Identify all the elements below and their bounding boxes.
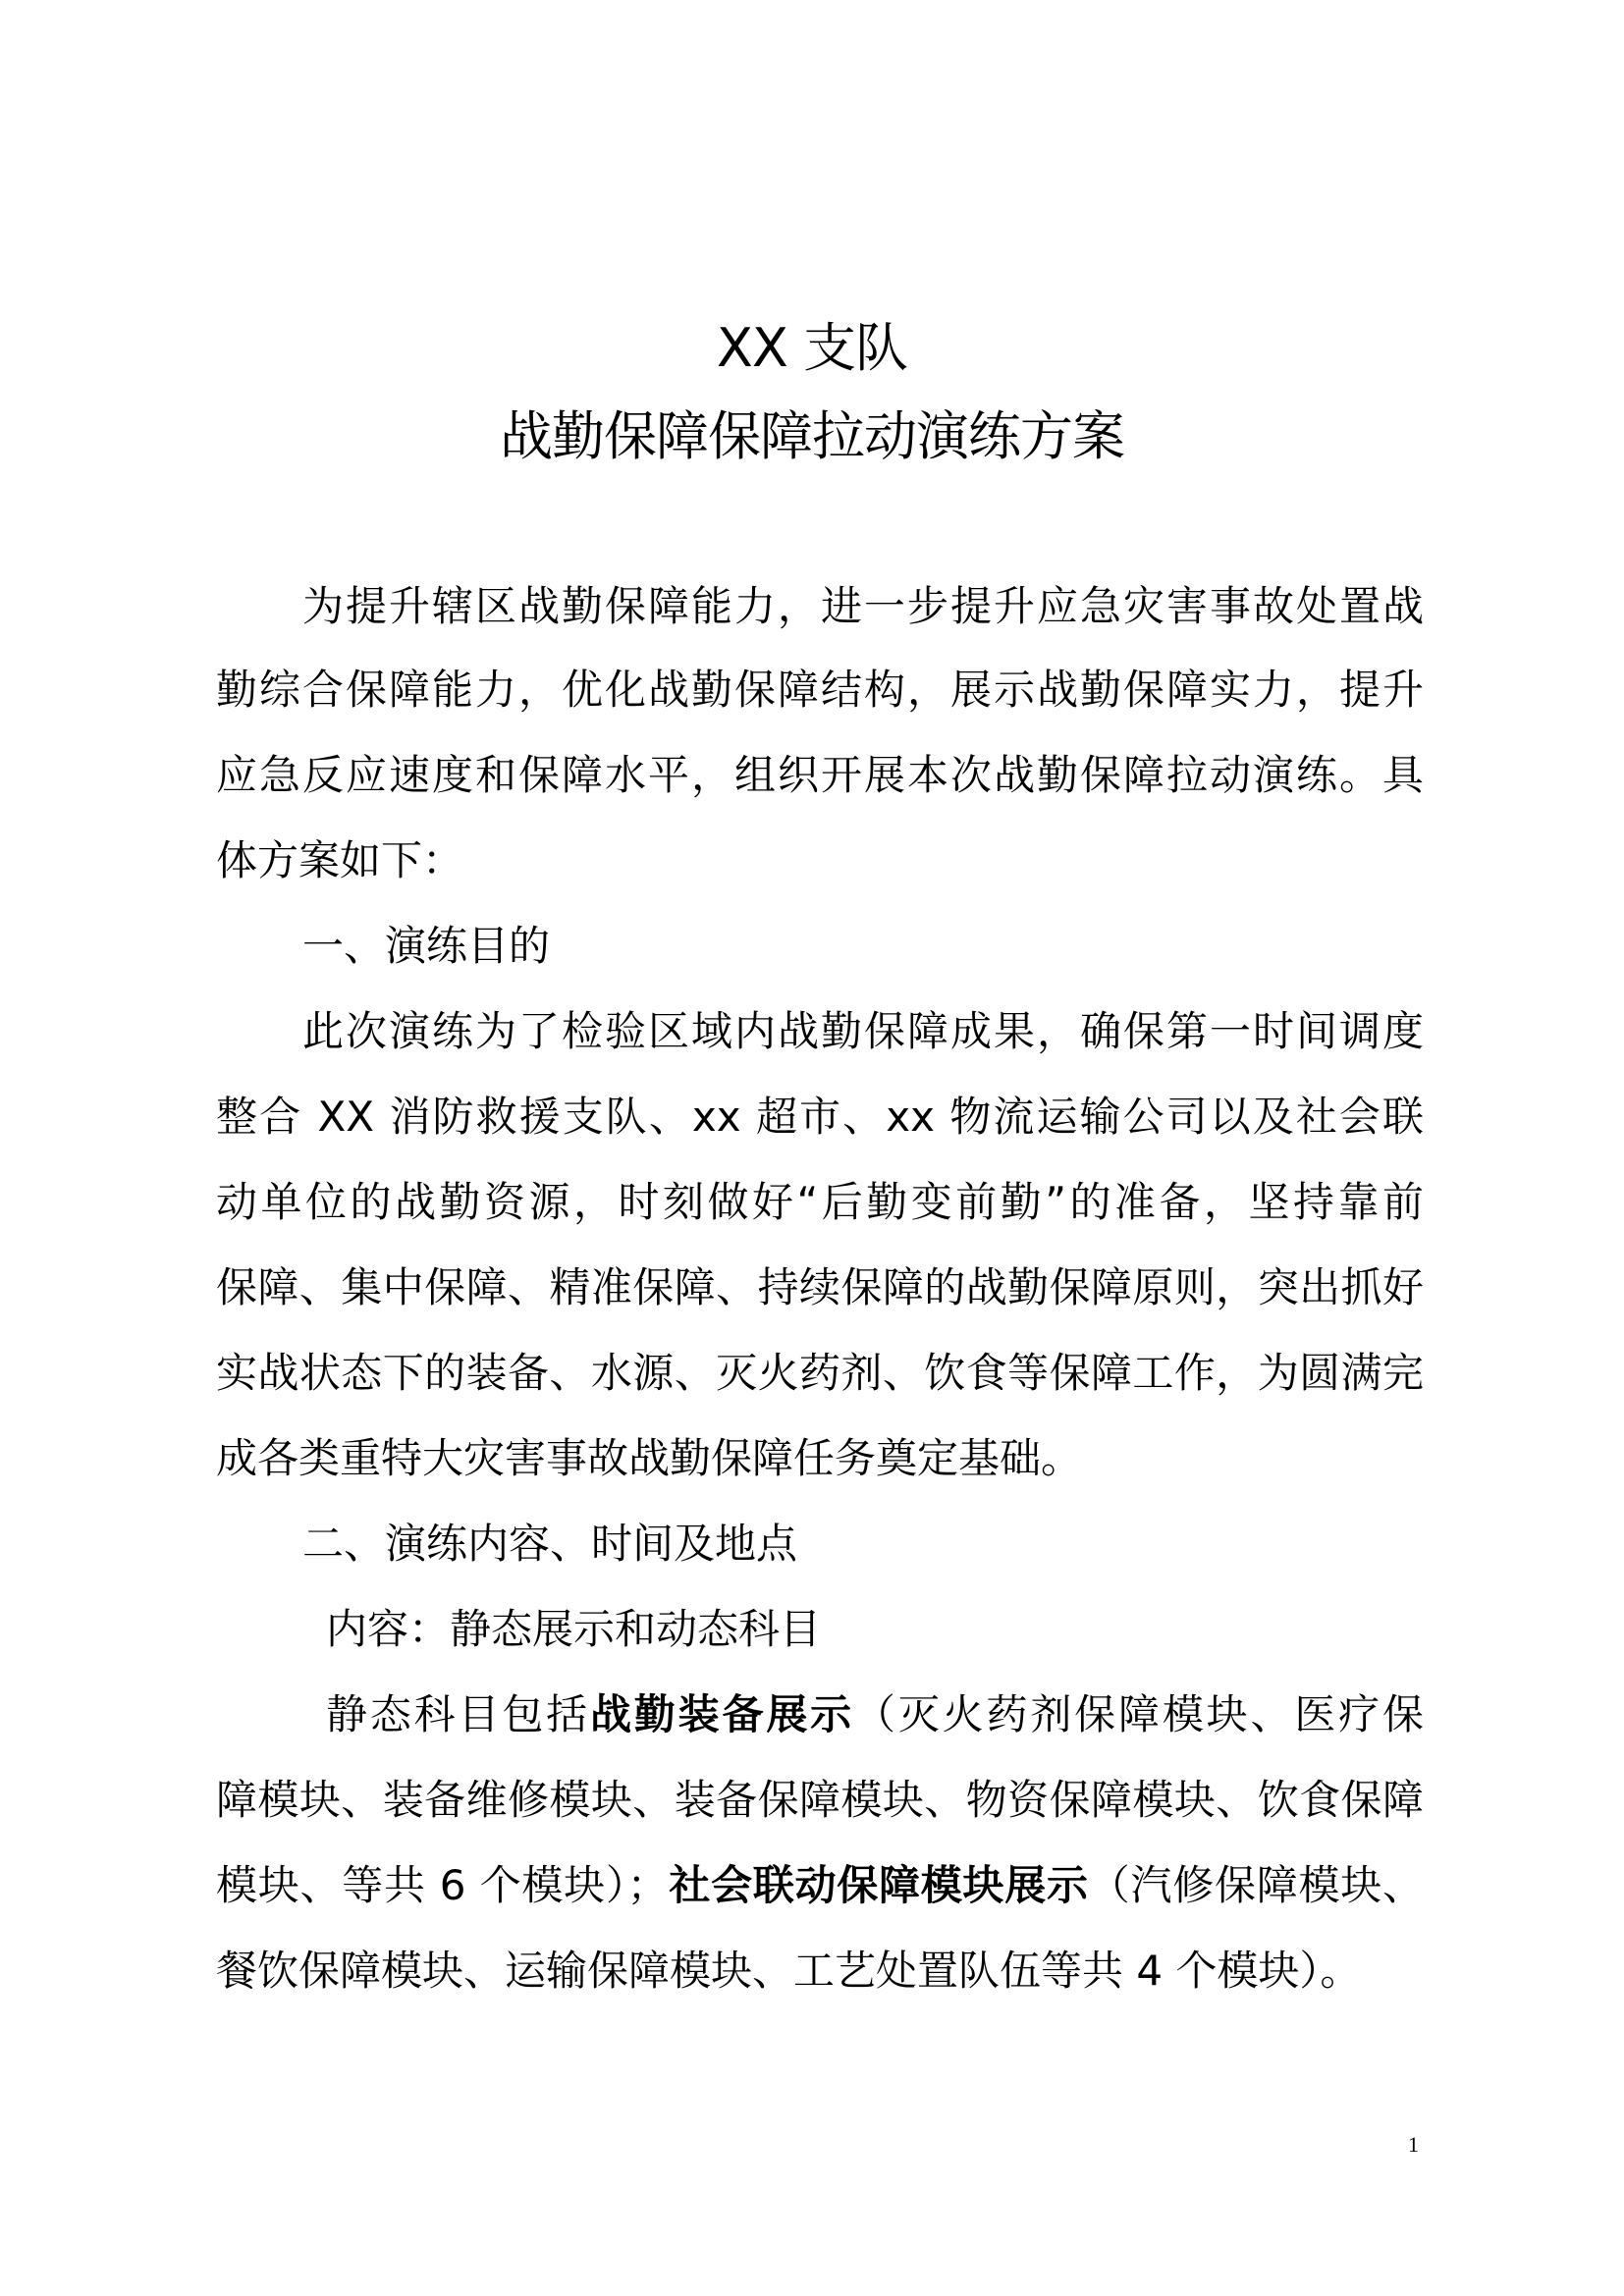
paragraph-line: 一、演练目的 — [302, 922, 551, 970]
bold-text: 战勤装备展示 — [590, 1690, 854, 1738]
text-run: （汽修保障模块、 — [1088, 1861, 1424, 1909]
paragraph-line: 整合 XX 消防救援支队、xx 超市、xx 物流运输公司以及社会联 — [216, 1093, 1424, 1141]
page-number: 1 — [1408, 2132, 1419, 2157]
text-run: 模块、等共 6 个模块）； — [216, 1861, 669, 1909]
text-run: （灭火药剂保障模块、医疗保 — [854, 1690, 1424, 1738]
paragraph-line — [216, 1771, 1424, 1830]
bold-text: 社会联动保障模块展示 — [668, 1861, 1089, 1909]
paragraph-line — [326, 1685, 1424, 1744]
paragraph-line: 保障、集中保障、精准保障、持续保障的战勤保障原则，突出抓好 — [216, 1263, 1424, 1311]
paragraph-line: 实战状态下的装备、水源、灭火药剂、饮食等保障工作，为圆满完 — [216, 1349, 1424, 1397]
paragraph-line: 动单位的战勤资源，时刻做好“后勤变前勤”的准备，坚持靠前 — [216, 1178, 1424, 1226]
paragraph-line: 应急反应速度和保障水平，组织开展本次战勤保障拉动演练。具 — [216, 751, 1424, 799]
text-run: 静态科目包括 — [326, 1690, 590, 1738]
document-title-unit: XX 支队 — [716, 317, 908, 379]
paragraph-line — [216, 1942, 1424, 2001]
document-title: 战勤保障保障拉动演练方案 — [500, 405, 1124, 467]
text-run: 障模块、装备维修模块、装备保障模块、物资保障模块、饮食保障 — [216, 1776, 1424, 1824]
text-run: 餐饮保障模块、运输保障模块、工艺处置队伍等共 4 个模块）。 — [216, 1947, 1362, 1995]
paragraph-line: 为提升辖区战勤保障能力，进一步提升应急灾害事故处置战 — [302, 582, 1424, 630]
paragraph-line: 体方案如下： — [216, 836, 464, 884]
paragraph-line: 勤综合保障能力，优化战勤保障结构，展示战勤保障实力，提升 — [216, 666, 1424, 714]
paragraph-line: 成各类重特大灾害事故战勤保障任务奠定基础。 — [216, 1434, 1083, 1482]
paragraph-line: 二、演练内容、时间及地点 — [302, 1520, 798, 1568]
paragraph-line — [216, 1856, 1424, 1915]
paragraph-line: 内容：静态展示和动态科目 — [326, 1605, 822, 1653]
paragraph-line: 此次演练为了检验区域内战勤保障成果，确保第一时间调度 — [302, 1007, 1424, 1055]
